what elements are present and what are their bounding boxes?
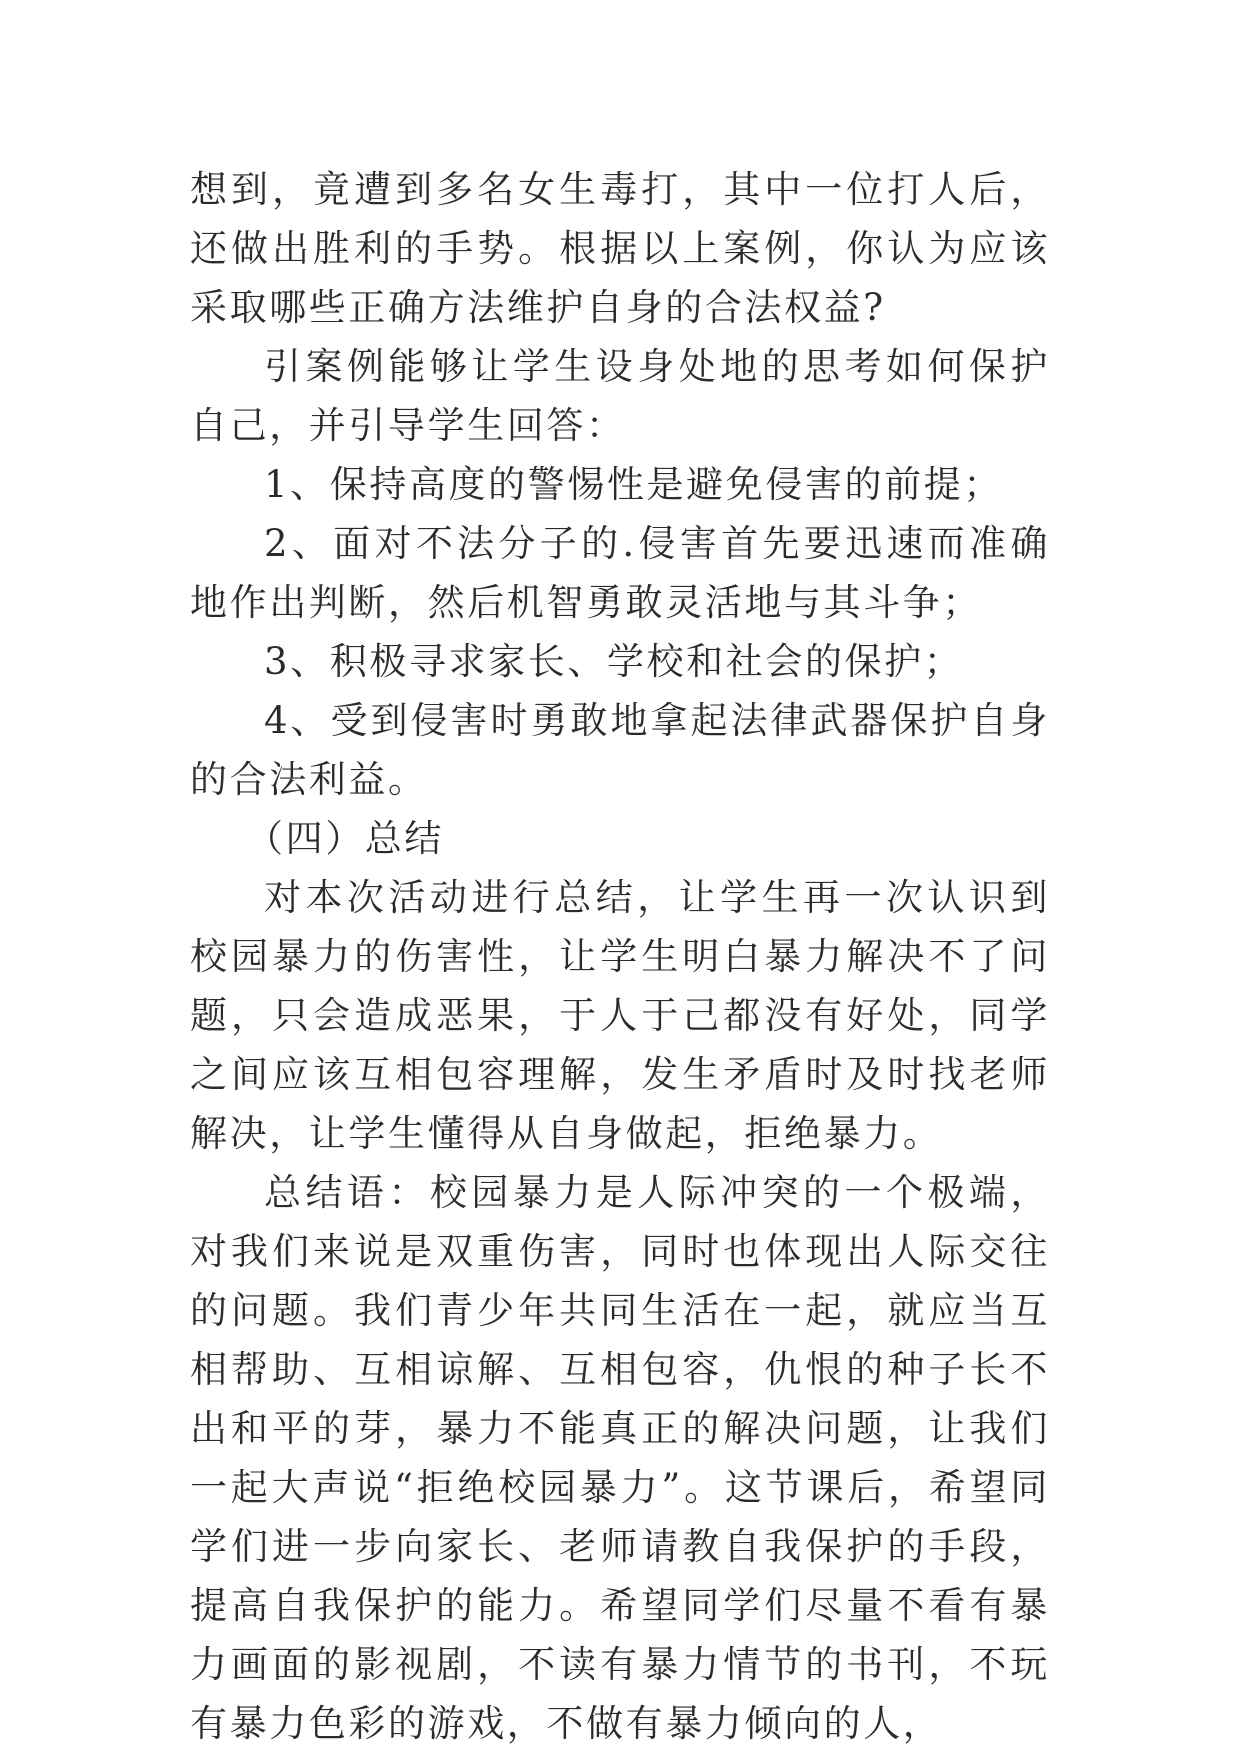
paragraph-case-continuation: 想到，竟遭到多名女生毒打，其中一位打人后，还做出胜利的手势。根据以上案例，你认为应该采取哪些正确方法维护自身的合法权益?: [190, 168, 1050, 329]
section-heading-summary: （四）总结: [246, 817, 444, 860]
list-item-4: 4、受到侵害时勇敢地拿起法律武器保护自身的合法利益。: [190, 699, 1050, 801]
paragraph-closing-remarks: 总结语：校园暴力是人际冲突的一个极端，对我们来说是双重伤害，同时也体现出人际交往的问题。我们青少年共同生活在一起，就应当互相帮助、互相谅解、互相包容，仇恨的种子长不出和平的芽，暴力不能真正的解决问题，让我们一起大声说“拒绝校园暴力”。这节课后，希望同学们进一步向家长、老师请教自我保护的手段，提高自我保护的能力。希望同学们尽量不看有暴力画面的影视剧，不读有暴力情节的书刊，不玩有暴力色彩的游戏，不做有暴力倾向的人，: [190, 1171, 1050, 1745]
list-item-2: 2、面对不法分子的.侵害首先要迅速而准确地作出判断，然后机智勇敢灵活地与其斗争；: [190, 522, 1050, 624]
list-item-3: 3、积极寻求家长、学校和社会的保护；: [264, 640, 964, 683]
paragraph-guidance: 引案例能够让学生设身处地的思考如何保护自己，并引导学生回答：: [190, 345, 1050, 447]
list-item-1: 1、保持高度的警惕性是避免侵害的前提；: [264, 463, 1003, 506]
paragraph-activity-summary: 对本次活动进行总结，让学生再一次认识到校园暴力的伤害性，让学生明白暴力解决不了问题，只会造成恶果，于人于己都没有好处，同学之间应该互相包容理解，发生矛盾时及时找老师解决，让学生懂得从自身做起，拒绝暴力。: [190, 876, 1050, 1155]
document-body: [190, 160, 1050, 1753]
